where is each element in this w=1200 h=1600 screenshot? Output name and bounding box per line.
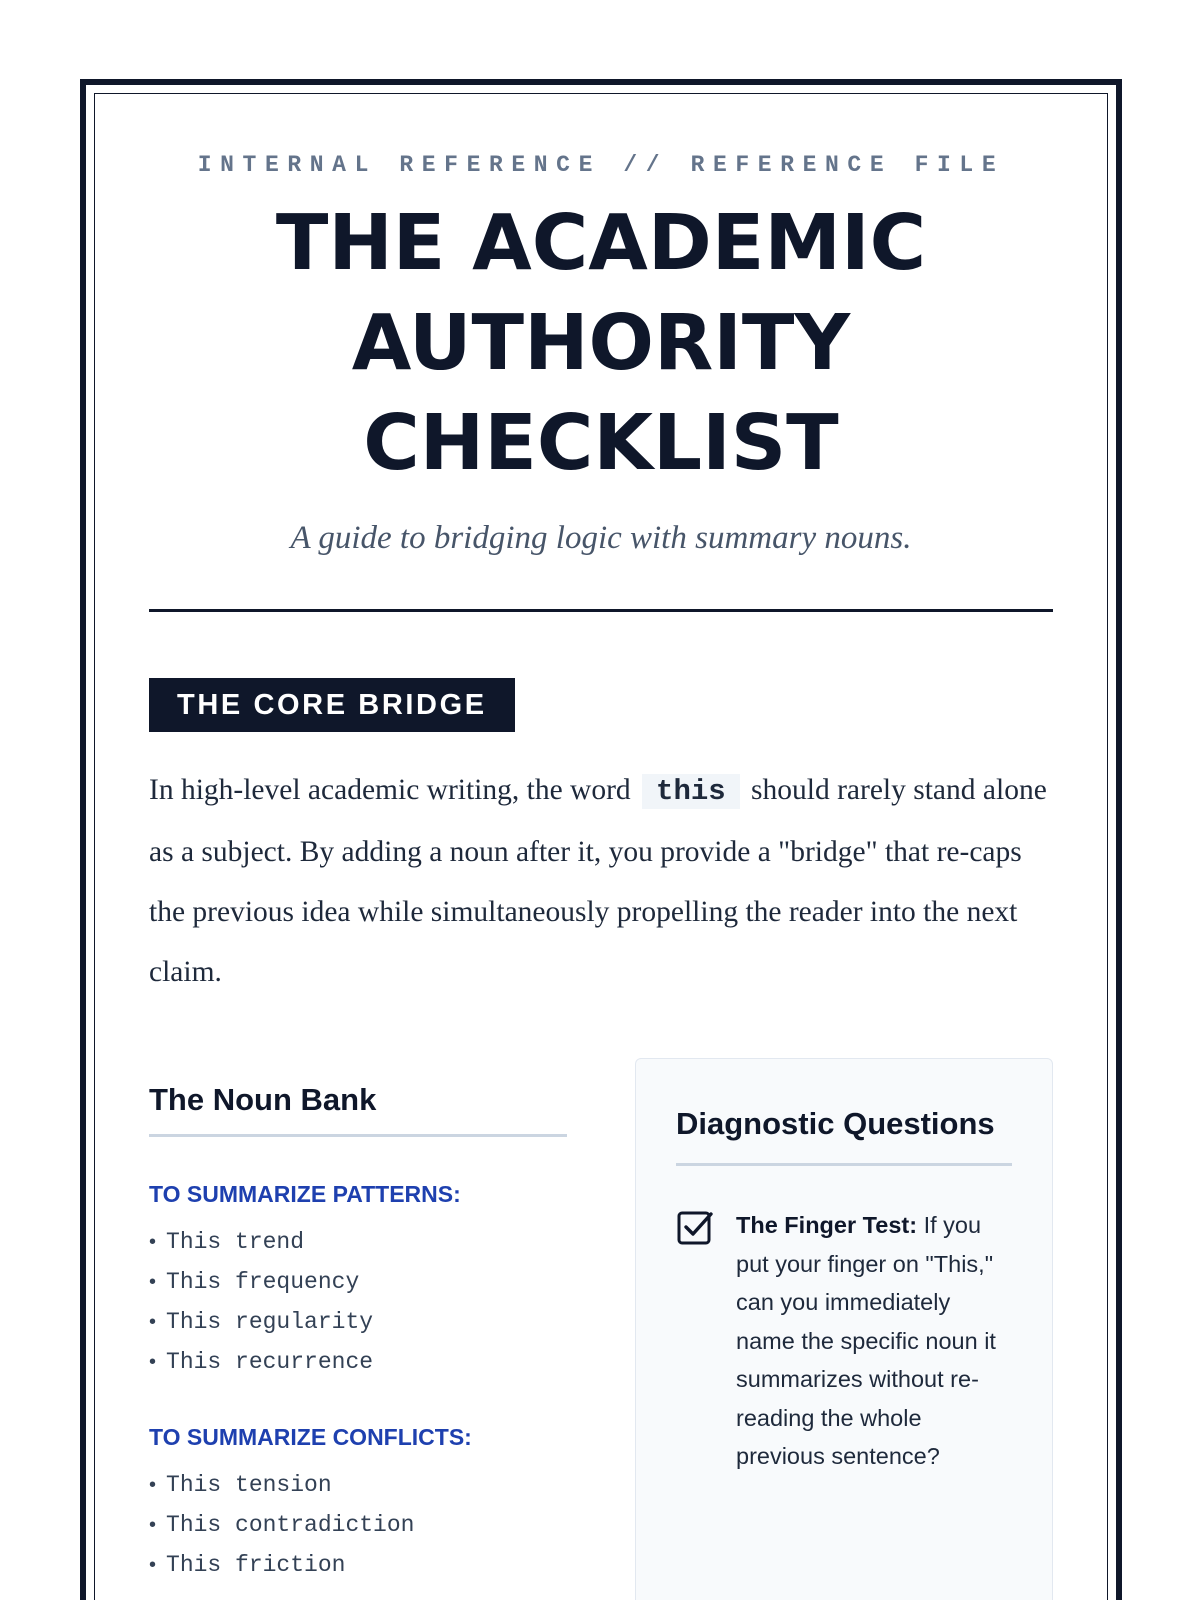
list-item (149, 1505, 567, 1545)
bullet: • (149, 1474, 157, 1496)
list-item (149, 1465, 567, 1505)
bullet: • (149, 1554, 157, 1576)
group-label-conflicts: TO SUMMARIZE CONFLICTS: (149, 1424, 472, 1450)
intro-text-before: In high-level academic writing, the word (149, 774, 631, 806)
diagnostic-item-heading: The Finger Test: (736, 1212, 918, 1238)
noun-list-patterns (149, 1222, 567, 1382)
noun-bank-title: The Noun Bank (149, 1082, 567, 1137)
noun-phrase: This regularity (166, 1309, 374, 1335)
title-line-2: AUTHORITY (351, 299, 851, 388)
inline-code-this: this (642, 774, 740, 809)
section-label-core-bridge: THE CORE BRIDGE (149, 678, 515, 732)
list-item (149, 1222, 567, 1262)
bullet: • (149, 1514, 157, 1536)
list-item (149, 1545, 567, 1585)
title-line-3: CHECKLIST (363, 399, 839, 488)
noun-phrase: This recurrence (166, 1349, 374, 1375)
list-item (149, 1342, 567, 1382)
document-content (149, 140, 1053, 1600)
page-title (149, 194, 1053, 494)
intro-text-after: should rarely stand alone as a subject. By adding a noun after it, you provide a "bridge" that re-caps the previous idea while simultaneously propelling the reader into the next claim. (149, 774, 1047, 988)
header-kicker: INTERNAL REFERENCE // REFERENCE FILE (197, 152, 1005, 178)
noun-list-conflicts (149, 1465, 567, 1585)
diagnostic-questions-card (635, 1058, 1053, 1600)
title-line-1: THE ACADEMIC (275, 199, 927, 288)
list-item (149, 1302, 567, 1342)
two-column-section (149, 1058, 1053, 1600)
diagnostic-item-finger-test (676, 1206, 1012, 1476)
noun-phrase: This contradiction (166, 1512, 415, 1538)
header-divider (149, 609, 1053, 612)
checkbox-checked-icon (676, 1208, 714, 1246)
bullet: • (149, 1271, 157, 1293)
bullet: • (149, 1351, 157, 1373)
list-item (149, 1262, 567, 1302)
noun-phrase: This trend (166, 1229, 305, 1255)
bullet: • (149, 1231, 157, 1253)
bullet: • (149, 1311, 157, 1333)
noun-phrase: This friction (166, 1552, 346, 1578)
diagnostic-title: Diagnostic Questions (676, 1101, 1012, 1166)
core-bridge-paragraph (149, 760, 1053, 1002)
noun-bank (149, 1082, 567, 1585)
diagnostic-item-body: If you put your finger on "This," can you immediately name the specific noun it summarizes without re-reading the whole previous sentence? (736, 1212, 996, 1469)
noun-phrase: This frequency (166, 1269, 360, 1295)
diagnostic-item-text (736, 1206, 1012, 1476)
page-subtitle: A guide to bridging logic with summary nouns. (290, 520, 912, 556)
noun-phrase: This tension (166, 1472, 332, 1498)
group-label-patterns: TO SUMMARIZE PATTERNS: (149, 1181, 461, 1207)
